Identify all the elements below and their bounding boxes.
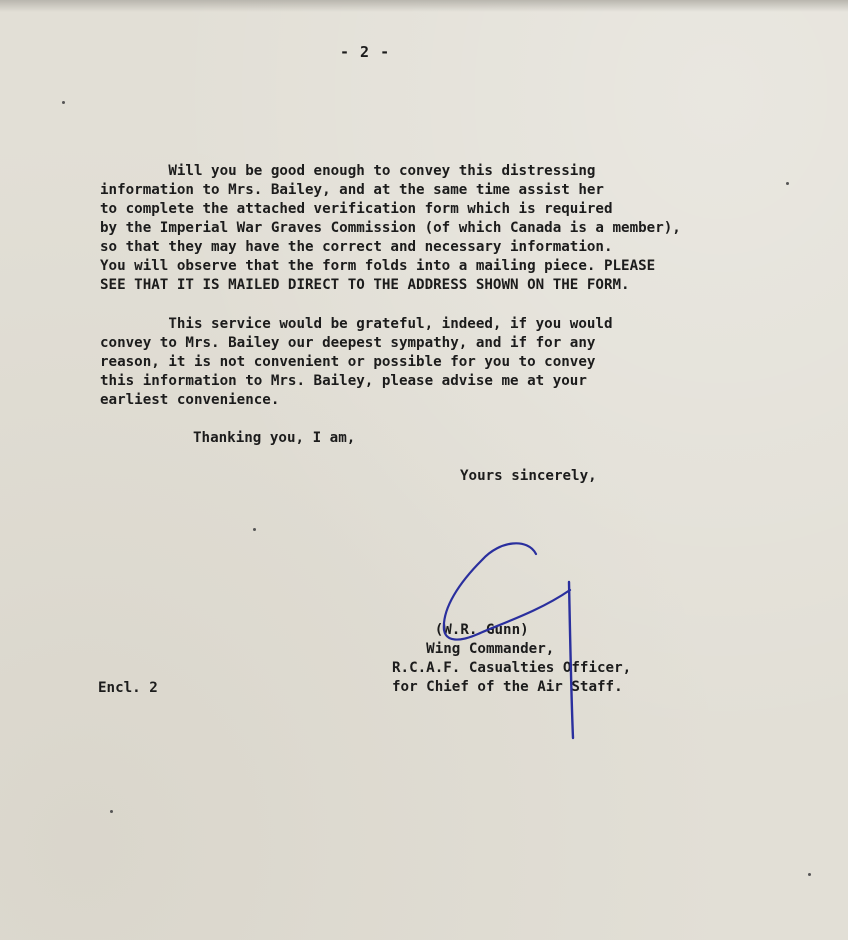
paragraph-line: You will observe that the form folds into a mailing piece. PLEASE xyxy=(100,258,656,274)
paragraph-line: Will you be good enough to convey this distressing xyxy=(100,163,596,179)
signature-office: for Chief of the Air Staff. xyxy=(392,679,623,695)
paragraph-line: information to Mrs. Bailey, and at the same time assist her xyxy=(100,182,604,198)
paragraph-line: reason, it is not convenient or possible for you to convey xyxy=(100,354,596,370)
paragraph-line: so that they may have the correct and necessary information. xyxy=(100,239,613,255)
paper-speck xyxy=(253,528,256,531)
signature-down-stroke xyxy=(569,582,573,738)
paper-speck xyxy=(808,873,811,876)
signature-rank: Wing Commander, xyxy=(392,641,555,657)
paragraph-line: to complete the attached verification form which is required xyxy=(100,201,613,217)
handwritten-signature xyxy=(430,530,590,745)
enclosure-note: Encl. 2 xyxy=(98,680,158,696)
closing-line: Yours sincerely, xyxy=(460,468,597,484)
paper-speck xyxy=(786,182,789,185)
page-edge-shadow xyxy=(0,0,848,12)
paragraph-line: earliest convenience. xyxy=(100,392,280,408)
paper-speck xyxy=(110,810,113,813)
signature-loop-stroke xyxy=(444,543,570,639)
thanks-line: Thanking you, I am, xyxy=(193,430,356,446)
page-number: - 2 - xyxy=(340,43,391,61)
paper-speck xyxy=(62,101,65,104)
paragraph-line: SEE THAT IT IS MAILED DIRECT TO THE ADDRESS SHOWN ON THE FORM. xyxy=(100,277,630,293)
paragraph-line: by the Imperial War Graves Commission (of which Canada is a member), xyxy=(100,220,681,236)
signature-title: R.C.A.F. Casualties Officer, xyxy=(392,660,632,676)
signature-name: (W.R. Gunn) xyxy=(392,622,529,638)
paragraph-line: This service would be grateful, indeed, if you would xyxy=(100,316,613,332)
paragraph-line: this information to Mrs. Bailey, please advise me at your xyxy=(100,373,587,389)
paragraph-line: convey to Mrs. Bailey our deepest sympathy, and if for any xyxy=(100,335,596,351)
